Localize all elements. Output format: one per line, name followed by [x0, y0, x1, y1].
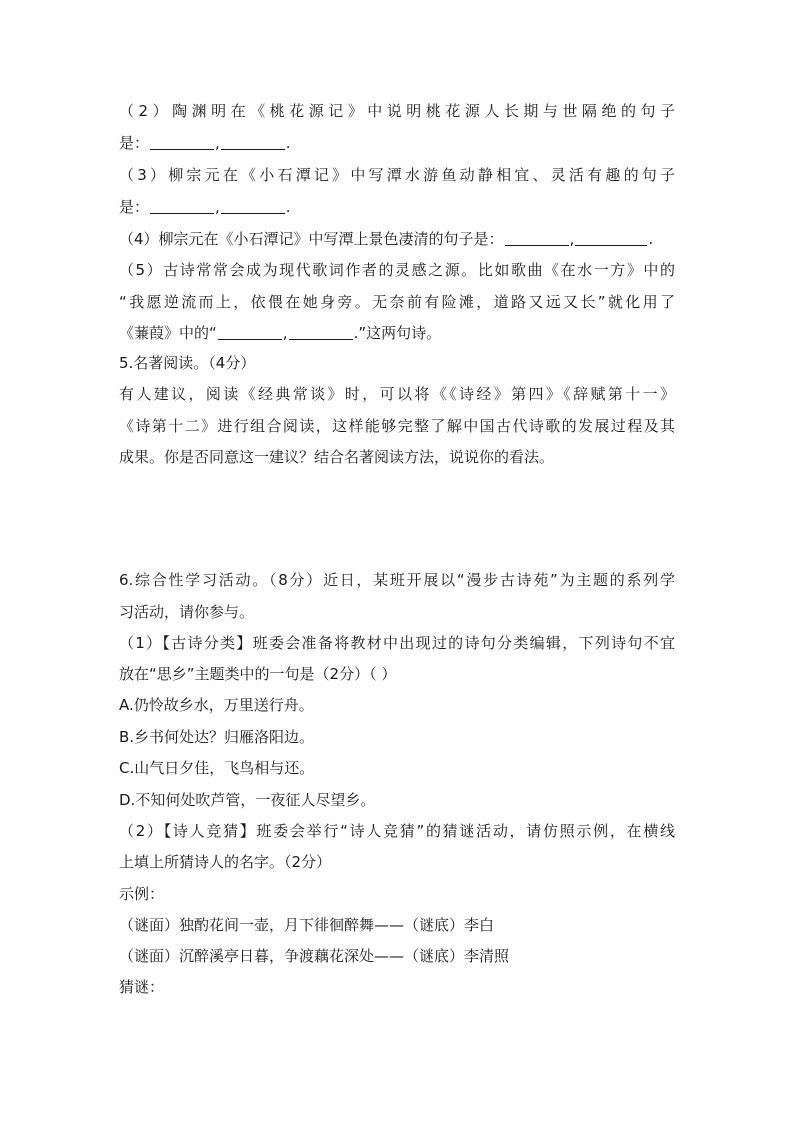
example-2: （谜面）沉醉溪亭日暮，争渡藕花深处——（谜底）李清照: [119, 947, 510, 965]
q6-line1: 6.综合性学习活动。（8分）近日，某班开展以“漫步古诗苑”为主题的系列学: [119, 571, 675, 589]
separator: ,: [282, 324, 288, 342]
q4-item3-line1: （3）柳宗元在《小石潭记》中写潭水游鱼动静相宜、灵活有趣的句子: [119, 166, 675, 184]
q6-sub1-line1: （1）【古诗分类】班委会准备将教材中出现过的诗句分类编辑，下列诗句不宜: [119, 634, 675, 652]
answer-blank[interactable]: [218, 325, 282, 340]
answer-blank[interactable]: [575, 231, 647, 246]
q4-item5-prefix: 《蒹葭》中的“: [119, 324, 217, 342]
answer-blank[interactable]: [221, 199, 285, 214]
q4-item2-answer-line: [119, 133, 675, 153]
example-label: 示例：: [119, 885, 165, 903]
q4-item3-prefix: 是：: [119, 198, 150, 216]
q6-sub2-line1: （2）【诗人竞猜】班委会举行“诗人竞猜”的猜谜活动，请仿照示例，在横线: [119, 822, 675, 840]
q4-item5-answer-line: [119, 323, 675, 343]
answer-blank[interactable]: [289, 325, 353, 340]
end-mark: .: [648, 230, 654, 248]
guess-label: 猜谜：: [119, 978, 165, 996]
q4-item5-line2: “我愿逆流而上，依偎在她身旁。无奈前有险滩，道路又远又长”就化用了: [119, 293, 675, 311]
answer-blank[interactable]: [221, 135, 285, 150]
separator: ,: [215, 134, 220, 152]
q4-item5-line1: （5）古诗常常会成为现代歌词作者的灵感之源。比如歌曲《在水一方》中的: [119, 261, 675, 279]
q4-item2-prefix: 是：: [119, 134, 150, 152]
example-1: （谜面）独酌花间一壶，月下徘徊醉舞——（谜底）李白: [119, 916, 495, 934]
q5-line3: 成果。你是否同意这一建议？结合名著阅读方法，说说你的看法。: [119, 448, 555, 466]
q4-item3-answer-line: [119, 197, 675, 217]
q5-line2: 《诗第十二》进行组合阅读，这样能够完整了解中国古代诗歌的发展过程及其: [119, 417, 675, 435]
end-mark: .”这两句诗。: [353, 324, 442, 342]
option-c[interactable]: C.山气日夕佳，飞鸟相与还。: [119, 759, 315, 777]
option-a[interactable]: A.仍怜故乡水，万里送行舟。: [119, 696, 314, 714]
q4-item2-line1: （2）陶渊明在《桃花源记》中说明桃花源人长期与世隔绝的句子: [119, 102, 675, 120]
q6-sub2-line2: 上填上所猜诗人的名字。（2分）: [119, 853, 332, 871]
q4-item4-text: （4）柳宗元在《小石潭记》中写潭上景色凄清的句子是：: [119, 230, 504, 248]
q6-sub1-line2: 放在“思乡”主题类中的一句是（2分）（ ）: [119, 665, 397, 683]
q5-line1: 有人建议，阅读《经典常谈》时，可以将《《诗经》第四》《辞赋第十一》: [119, 385, 675, 403]
separator: ,: [215, 198, 220, 216]
separator: ,: [569, 230, 575, 248]
q4-item4-line: [119, 229, 675, 249]
option-d[interactable]: D.不知何处吹芦管，一夜征人尽望乡。: [119, 791, 376, 809]
q6-line2: 习活动，请你参与。: [119, 603, 255, 621]
q5-title: 5.名著阅读。（4分）: [119, 354, 256, 372]
answer-blank[interactable]: [150, 135, 214, 150]
end-mark: .: [285, 134, 291, 152]
answer-blank[interactable]: [150, 199, 214, 214]
answer-blank[interactable]: [505, 231, 569, 246]
option-b[interactable]: B.乡书何处达？归雁洛阳边。: [119, 728, 315, 746]
end-mark: .: [285, 198, 291, 216]
